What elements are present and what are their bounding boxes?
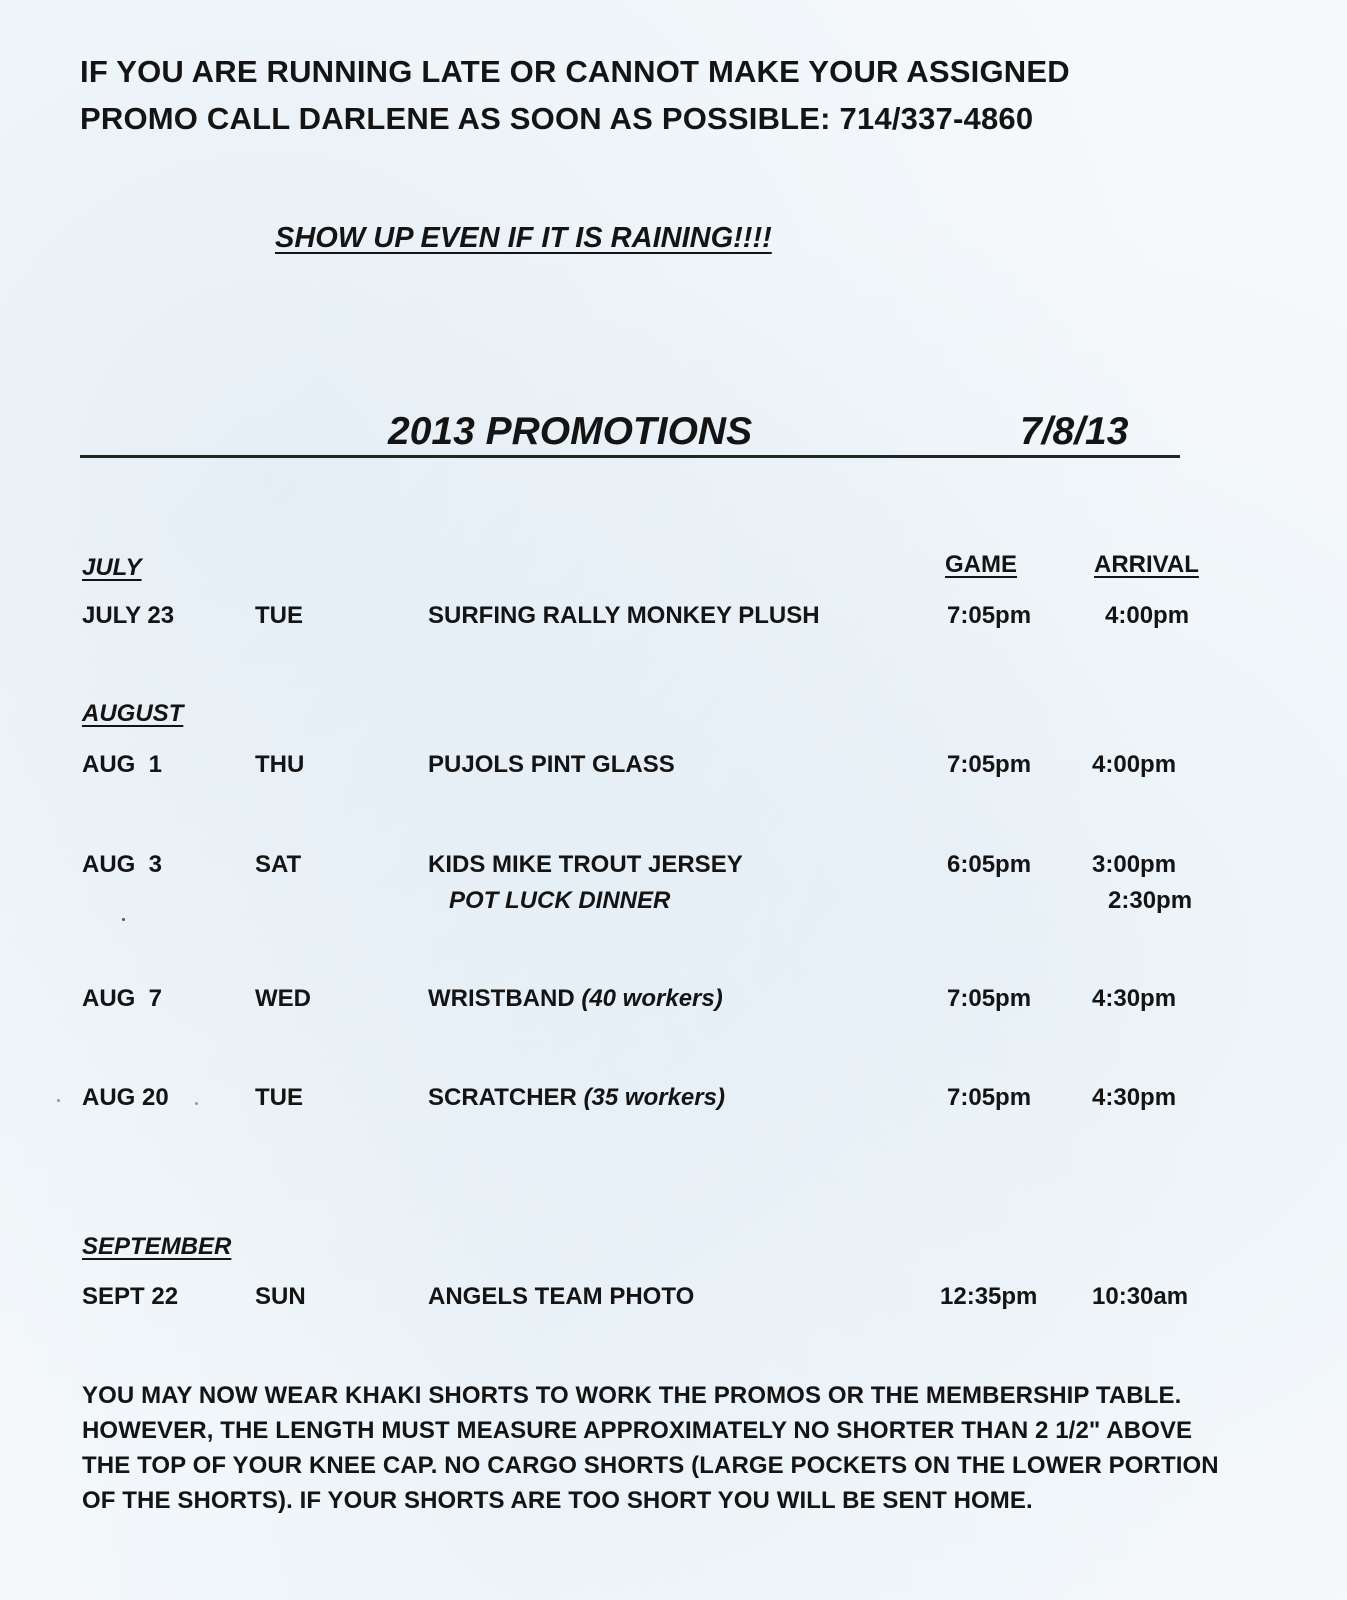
row-game-time: 12:35pm xyxy=(940,1283,1038,1310)
shorts-note-line-2: HOWEVER, THE LENGTH MUST MEASURE APPROXIMATELY NO SHORTER THAN 2 1/2" ABOVE xyxy=(82,1417,1193,1444)
promo-worker-count: (40 workers) xyxy=(581,985,723,1012)
row-date: AUG 1 xyxy=(82,751,163,778)
row-promo: SURFING RALLY MONKEY PLUSH xyxy=(428,602,820,629)
row-day: SAT xyxy=(255,851,302,878)
month-heading-august: AUGUST xyxy=(82,700,184,727)
scan-speck xyxy=(122,918,125,921)
row-date: SEPT 22 xyxy=(82,1283,179,1310)
promo-name: SCRATCHER xyxy=(428,1084,577,1111)
row-arrival-time: 10:30am xyxy=(1092,1283,1189,1310)
row-promo: PUJOLS PINT GLASS xyxy=(428,751,675,778)
late-notice-line-2: PROMO CALL DARLENE AS SOON AS POSSIBLE: 714/337-4860 xyxy=(80,101,1034,136)
promotions-date: 7/8/13 xyxy=(1020,410,1129,453)
shorts-note-line-1: YOU MAY NOW WEAR KHAKI SHORTS TO WORK THE PROMOS OR THE MEMBERSHIP TABLE. xyxy=(82,1382,1182,1409)
month-heading-september: SEPTEMBER xyxy=(82,1233,232,1260)
row-day: THU xyxy=(255,751,305,778)
row-arrival-time: 4:30pm xyxy=(1092,985,1177,1012)
row-game-time: 6:05pm xyxy=(947,851,1032,878)
promo-worker-count: (35 workers) xyxy=(583,1084,725,1111)
row-arrival-time: 4:30pm xyxy=(1092,1084,1177,1111)
row-date: AUG 20 xyxy=(82,1084,169,1111)
promo-name: WRISTBAND xyxy=(428,985,575,1012)
column-header-arrival: ARRIVAL xyxy=(1094,551,1199,578)
row-arrival-time: 4:00pm xyxy=(1105,602,1190,629)
row-date: AUG 7 xyxy=(82,985,163,1012)
row-day: TUE xyxy=(255,1084,303,1111)
row-promo: ANGELS TEAM PHOTO xyxy=(428,1283,695,1310)
scan-speck xyxy=(57,1099,60,1102)
late-notice-line-1: IF YOU ARE RUNNING LATE OR CANNOT MAKE YOUR ASSIGNED xyxy=(80,54,1070,89)
row-sub-arrival-time: 2:30pm xyxy=(1108,887,1193,914)
rain-notice: SHOW UP EVEN IF IT IS RAINING!!!! xyxy=(275,222,772,254)
row-date: AUG 3 xyxy=(82,851,163,878)
shorts-note-line-4: OF THE SHORTS). IF YOUR SHORTS ARE TOO SHORT YOU WILL BE SENT HOME. xyxy=(82,1487,1033,1514)
row-promo: KIDS MIKE TROUT JERSEY xyxy=(428,851,743,878)
month-heading-july: JULY xyxy=(82,554,142,581)
column-header-game: GAME xyxy=(945,551,1017,578)
row-arrival-time: 4:00pm xyxy=(1092,751,1177,778)
row-game-time: 7:05pm xyxy=(947,751,1032,778)
shorts-note-line-3: THE TOP OF YOUR KNEE CAP. NO CARGO SHORTS (LARGE POCKETS ON THE LOWER PORTION xyxy=(82,1452,1219,1479)
row-sub-promo: POT LUCK DINNER xyxy=(449,887,671,914)
row-game-time: 7:05pm xyxy=(947,1084,1032,1111)
title-rule xyxy=(80,455,1180,458)
row-date: JULY 23 xyxy=(82,602,175,629)
row-day: WED xyxy=(255,985,311,1012)
row-game-time: 7:05pm xyxy=(947,602,1032,629)
row-promo xyxy=(428,985,723,1013)
row-game-time: 7:05pm xyxy=(947,985,1032,1012)
promotions-title: 2013 PROMOTIONS xyxy=(388,410,753,453)
row-promo xyxy=(428,1084,725,1112)
row-day: SUN xyxy=(255,1283,306,1310)
row-day: TUE xyxy=(255,602,303,629)
row-arrival-time: 3:00pm xyxy=(1092,851,1177,878)
scan-speck xyxy=(195,1102,198,1105)
